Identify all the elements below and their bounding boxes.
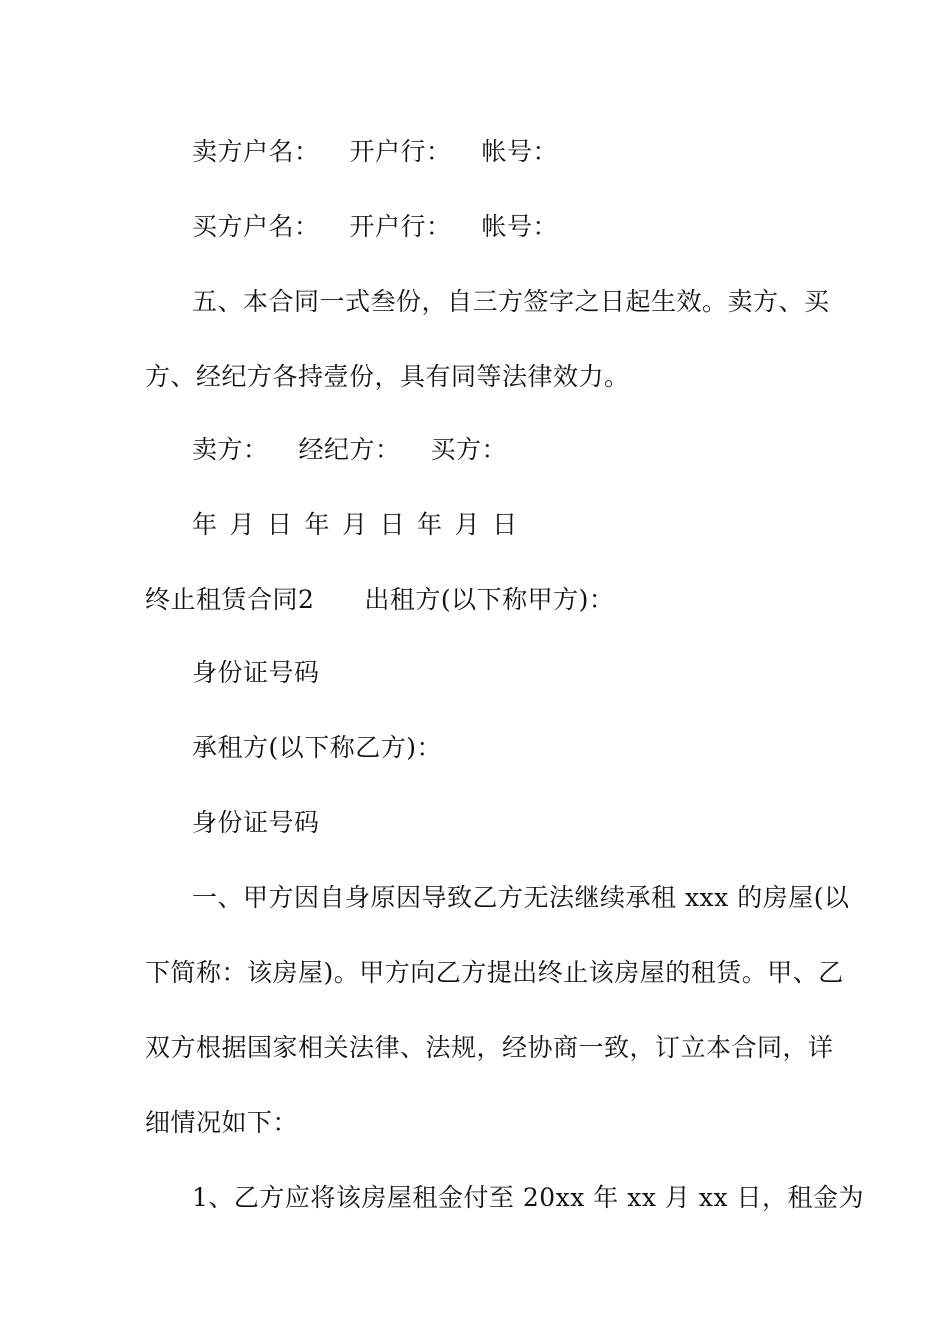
buyer-account-number-label: 帐号：: [481, 212, 559, 241]
clause-one-line-3: 双方根据国家相关法律、法规，经协商一致，订立本合同，详: [145, 1033, 834, 1062]
date-year-2: 年: [304, 510, 331, 539]
lessor-label: 出租方(以下称甲方)：: [364, 585, 615, 614]
lessor-id-label: 身份证号码: [192, 658, 320, 687]
agent-signature-label: 经纪方：: [298, 435, 401, 464]
clause-five-line-1: 五、本合同一式叁份，自三方签字之日起生效。卖方、买: [192, 287, 830, 316]
lessee-id-label: 身份证号码: [192, 808, 320, 837]
clause-five-line-2: 方、经纪方各持壹份，具有同等法律效力。: [145, 362, 630, 391]
item-one-line-1: 1、乙方应将该房屋租金付至 20xx 年 xx 月 xx 日，租金为: [192, 1183, 864, 1212]
lessee-label: 承租方(以下称乙方)：: [192, 733, 443, 762]
signature-dates-line: [192, 510, 518, 540]
clause-one-line-2: 下简称：该房屋)。甲方向乙方提出终止该房屋的租赁。甲、乙: [145, 958, 844, 987]
date-year-1: 年: [192, 510, 218, 539]
contract-title: 终止租赁合同2: [145, 585, 315, 614]
seller-account-number-label: 帐号：: [481, 137, 559, 166]
seller-signature-label: 卖方：: [192, 435, 269, 464]
date-day-3: 日: [492, 510, 518, 539]
clause-one-line-1: 一、甲方因自身原因导致乙方无法继续承租 xxx 的房屋(以: [192, 883, 850, 912]
date-month-1: 月: [229, 510, 256, 539]
contract-title-line: [145, 585, 614, 615]
date-year-3: 年: [417, 510, 443, 539]
seller-account-name-label: 卖方户名：: [192, 137, 320, 166]
buyer-account-line: [192, 212, 558, 242]
clause-one-line-4: 细情况如下：: [145, 1108, 299, 1137]
signature-parties-line: [192, 435, 507, 465]
buyer-account-name-label: 买方户名：: [192, 212, 320, 241]
seller-bank-label: 开户行：: [349, 137, 452, 166]
date-day-1: 日: [267, 510, 293, 539]
buyer-bank-label: 开户行：: [349, 212, 452, 241]
date-month-3: 月: [454, 510, 481, 539]
buyer-signature-label: 买方：: [430, 435, 508, 464]
date-day-2: 日: [379, 510, 406, 539]
date-month-2: 月: [342, 510, 368, 539]
seller-account-line: [192, 137, 558, 167]
